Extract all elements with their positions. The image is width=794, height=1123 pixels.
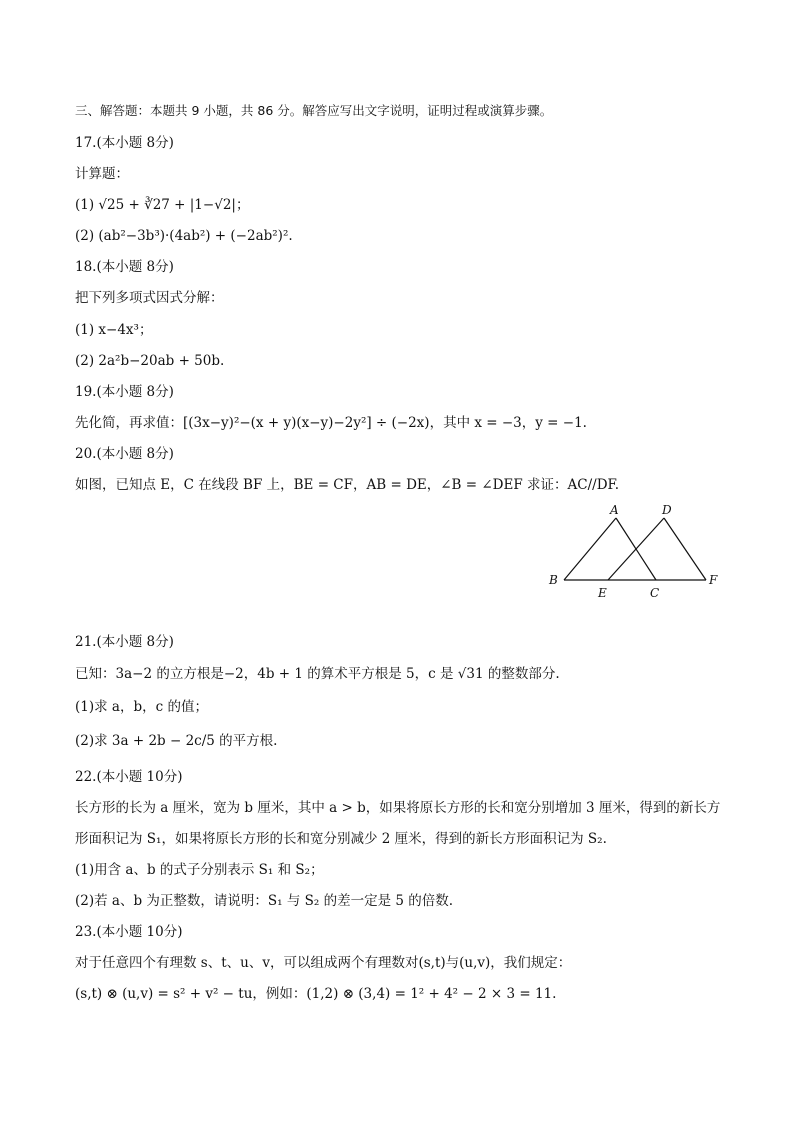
label-d: D [662, 503, 672, 517]
triangle-figure [540, 500, 730, 605]
q17-line-1: 计算题： [75, 166, 129, 182]
q17-line-3: (2) (ab²−3b³)·(4ab²) + (−2ab²)². [75, 228, 293, 244]
q17-line-2: (1) √25 + ∛27 + |1−√2|； [75, 197, 250, 213]
q20-line-1: 如图，已知点 E，C 在线段 BF 上，BE = CF，AB = DE，∠B = ∠DEF 求证：AC//DF. [75, 477, 620, 493]
q18-line-1: 把下列多项式因式分解： [75, 290, 224, 306]
q21-line-3: (2)求 3a + 2b − 2c/5 的平方根. [75, 733, 278, 749]
label-f: F [709, 573, 718, 587]
q19-number: 19.(本小题 8分) [75, 384, 174, 400]
q22-line-1: 长方形的长为 a 厘米，宽为 b 厘米，其中 a > b，如果将原长方形的长和宽分别增加 3 厘米，得到的新长方 [75, 800, 721, 816]
q18-number: 18.(本小题 8分) [75, 259, 174, 275]
q21-number: 21.(本小题 8分) [75, 634, 174, 650]
segment-ab [564, 518, 616, 580]
q20-number: 20.(本小题 8分) [75, 446, 174, 462]
triangle-diagram [540, 500, 730, 605]
label-e: E [598, 586, 607, 600]
q21-line-1: 已知：3a−2 的立方根是−2，4b + 1 的算术平方根是 5，c 是 √31 的整数部分. [75, 666, 560, 682]
q21-line-2: (1)求 a，b，c 的值； [75, 699, 208, 715]
segment-df [664, 518, 706, 580]
label-a: A [610, 503, 619, 517]
q23-line-1: 对于任意四个有理数 s、t、u、v，可以组成两个有理数对(s,t)与(u,v)，我们规定： [75, 955, 572, 971]
section-heading: 三、解答题：本题共 9 小题，共 86 分。解答应写出文字说明，证明过程或演算步骤。 [75, 103, 553, 118]
q19-line-1: 先化简，再求值：[(3x−y)²−(x + y)(x−y)−2y²] ÷ (−2x)，其中 x = −3，y = −1. [75, 415, 587, 431]
q18-line-2: (1) x−4x³； [75, 322, 153, 338]
q23-line-2: (s,t) ⊗ (u,v) = s² + v² − tu，例如：(1,2) ⊗ (3,4) = 1² + 4² − 2 × 3 = 11. [75, 986, 557, 1002]
q22-line-4: (2)若 a、b 为正整数，请说明：S₁ 与 S₂ 的差一定是 5 的倍数. [75, 893, 454, 909]
q22-line-2: 形面积记为 S₁，如果将原长方形的长和宽分别减少 2 厘米，得到的新长方形面积记为 S₂. [75, 831, 607, 847]
label-b: B [549, 573, 558, 587]
q17-number: 17.(本小题 8分) [75, 135, 174, 151]
q22-line-3: (1)用含 a、b 的式子分别表示 S₁ 和 S₂； [75, 862, 324, 878]
q18-line-3: (2) 2a²b−20ab + 50b. [75, 353, 225, 369]
label-c: C [650, 586, 660, 600]
q22-number: 22.(本小题 10分) [75, 769, 183, 785]
q23-number: 23.(本小题 10分) [75, 924, 183, 940]
segment-de [608, 518, 664, 580]
